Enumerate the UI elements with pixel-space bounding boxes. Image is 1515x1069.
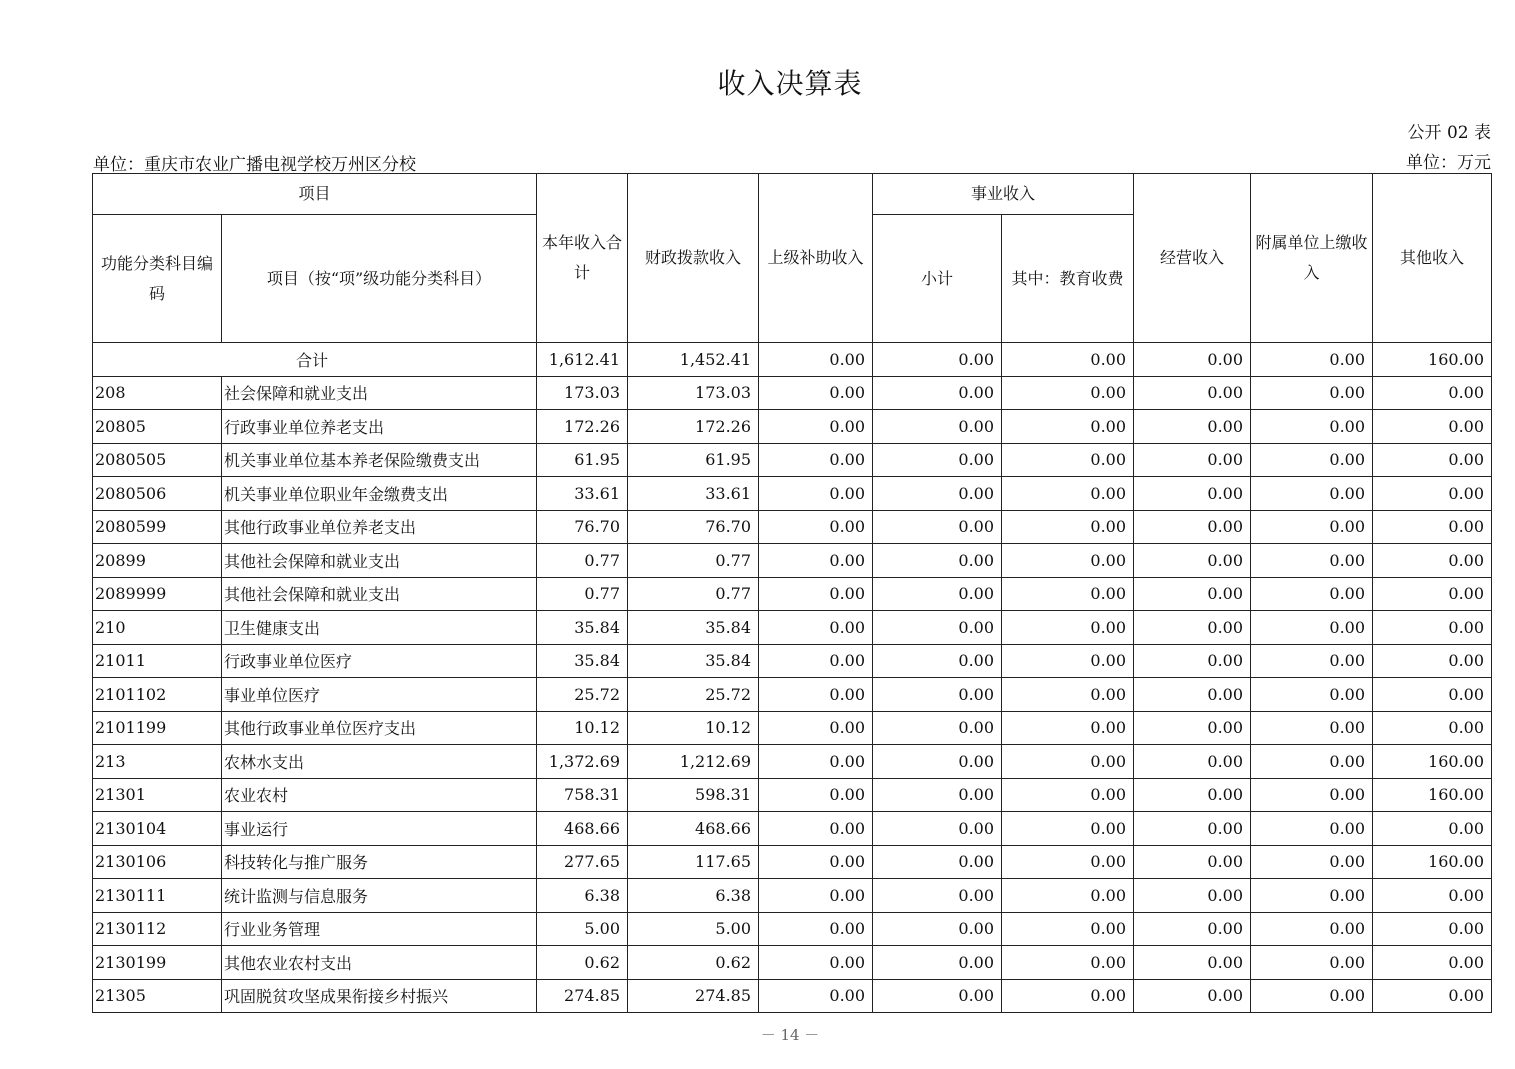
cell-value: 0.00 bbox=[1134, 443, 1251, 477]
cell-value: 0.00 bbox=[759, 510, 873, 544]
cell-value: 0.00 bbox=[1251, 477, 1373, 511]
cell-value: 0.00 bbox=[1134, 879, 1251, 913]
table-row bbox=[93, 611, 1492, 645]
cell-value: 0.00 bbox=[1134, 812, 1251, 846]
cell-value: 0.00 bbox=[1373, 812, 1492, 846]
cell-value: 0.00 bbox=[759, 544, 873, 578]
cell-name: 农林水支出 bbox=[222, 745, 537, 779]
cell-value: 0.00 bbox=[1134, 946, 1251, 980]
cell-value: 0.00 bbox=[759, 812, 873, 846]
cell-code: 21305 bbox=[93, 979, 222, 1013]
header-superior: 上级补助收入 bbox=[759, 174, 873, 343]
cell-value: 0.00 bbox=[1251, 343, 1373, 377]
cell-code: 2080599 bbox=[93, 510, 222, 544]
cell-value: 10.12 bbox=[628, 711, 759, 745]
cell-value: 0.00 bbox=[759, 644, 873, 678]
cell-name: 卫生健康支出 bbox=[222, 611, 537, 645]
cell-name: 其他社会保障和就业支出 bbox=[222, 544, 537, 578]
cell-value: 1,612.41 bbox=[537, 343, 628, 377]
cell-value: 0.62 bbox=[628, 946, 759, 980]
cell-value: 173.03 bbox=[537, 376, 628, 410]
cell-name: 事业单位医疗 bbox=[222, 678, 537, 712]
cell-code: 210 bbox=[93, 611, 222, 645]
cell-value: 0.00 bbox=[1251, 644, 1373, 678]
cell-code: 2089999 bbox=[93, 577, 222, 611]
cell-value: 0.00 bbox=[1002, 979, 1134, 1013]
cell-value: 61.95 bbox=[537, 443, 628, 477]
cell-value: 0.00 bbox=[1002, 946, 1134, 980]
cell-value: 0.00 bbox=[759, 745, 873, 779]
cell-value: 0.00 bbox=[759, 879, 873, 913]
cell-value: 0.00 bbox=[873, 410, 1002, 444]
table-row bbox=[93, 745, 1492, 779]
cell-value: 0.77 bbox=[537, 544, 628, 578]
cell-name: 其他行政事业单位养老支出 bbox=[222, 510, 537, 544]
cell-value: 33.61 bbox=[537, 477, 628, 511]
cell-value: 0.00 bbox=[1373, 477, 1492, 511]
cell-value: 0.00 bbox=[873, 912, 1002, 946]
table-body bbox=[93, 343, 1492, 1013]
cell-value: 0.00 bbox=[873, 644, 1002, 678]
cell-value: 274.85 bbox=[628, 979, 759, 1013]
cell-value: 0.00 bbox=[1002, 644, 1134, 678]
cell-value: 0.00 bbox=[873, 812, 1002, 846]
cell-value: 0.00 bbox=[1134, 778, 1251, 812]
cell-value: 173.03 bbox=[628, 376, 759, 410]
cell-value: 0.00 bbox=[1134, 678, 1251, 712]
cell-value: 0.00 bbox=[1002, 410, 1134, 444]
cell-value: 0.00 bbox=[1134, 477, 1251, 511]
cell-value: 0.00 bbox=[1251, 443, 1373, 477]
cell-value: 160.00 bbox=[1373, 845, 1492, 879]
cell-value: 0.00 bbox=[1002, 912, 1134, 946]
cell-value: 0.00 bbox=[873, 611, 1002, 645]
cell-value: 172.26 bbox=[537, 410, 628, 444]
cell-name: 行业业务管理 bbox=[222, 912, 537, 946]
cell-value: 277.65 bbox=[537, 845, 628, 879]
page-number: － 14 － bbox=[760, 1026, 820, 1044]
cell-value: 0.00 bbox=[873, 443, 1002, 477]
cell-value: 0.00 bbox=[1134, 376, 1251, 410]
cell-value: 0.00 bbox=[1134, 544, 1251, 578]
table-row bbox=[93, 845, 1492, 879]
cell-value: 5.00 bbox=[537, 912, 628, 946]
cell-code: 21301 bbox=[93, 778, 222, 812]
cell-value: 598.31 bbox=[628, 778, 759, 812]
cell-value: 0.00 bbox=[873, 510, 1002, 544]
cell-value: 0.00 bbox=[1373, 979, 1492, 1013]
cell-value: 0.00 bbox=[873, 544, 1002, 578]
cell-value: 0.00 bbox=[1373, 678, 1492, 712]
cell-value: 0.00 bbox=[873, 845, 1002, 879]
cell-value: 0.00 bbox=[1373, 644, 1492, 678]
cell-value: 0.00 bbox=[873, 577, 1002, 611]
cell-value: 0.00 bbox=[1002, 845, 1134, 879]
cell-code: 20899 bbox=[93, 544, 222, 578]
cell-code: 21011 bbox=[93, 644, 222, 678]
cell-value: 0.00 bbox=[1251, 577, 1373, 611]
cell-value: 35.84 bbox=[537, 611, 628, 645]
cell-value: 0.00 bbox=[1373, 946, 1492, 980]
cell-code: 2130199 bbox=[93, 946, 222, 980]
table-row bbox=[93, 879, 1492, 913]
header-affiliated: 附属单位上缴收入 bbox=[1251, 174, 1373, 343]
cell-value: 35.84 bbox=[537, 644, 628, 678]
cell-value: 0.00 bbox=[1002, 477, 1134, 511]
cell-value: 0.00 bbox=[1134, 644, 1251, 678]
cell-value: 160.00 bbox=[1373, 778, 1492, 812]
table-row bbox=[93, 778, 1492, 812]
cell-value: 117.65 bbox=[628, 845, 759, 879]
cell-name: 机关事业单位基本养老保险缴费支出 bbox=[222, 443, 537, 477]
cell-value: 6.38 bbox=[628, 879, 759, 913]
cell-value: 0.00 bbox=[1134, 979, 1251, 1013]
cell-value: 0.00 bbox=[1251, 879, 1373, 913]
cell-value: 0.00 bbox=[1134, 845, 1251, 879]
cell-value: 0.00 bbox=[873, 946, 1002, 980]
header-code: 功能分类科目编码 bbox=[93, 215, 222, 343]
cell-value: 468.66 bbox=[537, 812, 628, 846]
cell-value: 0.00 bbox=[1134, 611, 1251, 645]
cell-value: 0.00 bbox=[759, 410, 873, 444]
cell-value: 0.00 bbox=[1002, 510, 1134, 544]
cell-value: 33.61 bbox=[628, 477, 759, 511]
cell-value: 0.00 bbox=[873, 711, 1002, 745]
cell-name: 巩固脱贫攻坚成果衔接乡村振兴 bbox=[222, 979, 537, 1013]
cell-value: 0.00 bbox=[1134, 711, 1251, 745]
cell-value: 1,452.41 bbox=[628, 343, 759, 377]
header-fiscal: 财政拨款收入 bbox=[628, 174, 759, 343]
cell-value: 0.00 bbox=[1002, 745, 1134, 779]
cell-value: 0.00 bbox=[1251, 711, 1373, 745]
document-title: 收入决算表 bbox=[717, 67, 863, 100]
cell-value: 0.00 bbox=[873, 376, 1002, 410]
cell-value: 0.00 bbox=[873, 979, 1002, 1013]
cell-value: 0.00 bbox=[759, 376, 873, 410]
cell-value: 0.00 bbox=[1251, 376, 1373, 410]
cell-name: 统计监测与信息服务 bbox=[222, 879, 537, 913]
cell-name: 其他社会保障和就业支出 bbox=[222, 577, 537, 611]
cell-value: 61.95 bbox=[628, 443, 759, 477]
cell-value: 0.00 bbox=[759, 946, 873, 980]
cell-value: 0.00 bbox=[873, 879, 1002, 913]
cell-value: 0.00 bbox=[1002, 544, 1134, 578]
table-row bbox=[93, 979, 1492, 1013]
cell-value: 0.00 bbox=[759, 711, 873, 745]
cell-value: 160.00 bbox=[1373, 343, 1492, 377]
cell-value: 0.00 bbox=[1251, 678, 1373, 712]
cell-name: 科技转化与推广服务 bbox=[222, 845, 537, 879]
header-name: 项目（按“项”级功能分类科目） bbox=[222, 215, 537, 343]
cell-value: 0.00 bbox=[1373, 544, 1492, 578]
cell-code: 2130104 bbox=[93, 812, 222, 846]
table-row bbox=[93, 644, 1492, 678]
cell-value: 0.00 bbox=[1251, 745, 1373, 779]
cell-value: 6.38 bbox=[537, 879, 628, 913]
cell-value: 0.00 bbox=[1251, 778, 1373, 812]
cell-code: 2130112 bbox=[93, 912, 222, 946]
cell-value: 0.00 bbox=[1251, 544, 1373, 578]
header-project: 项目 bbox=[93, 174, 537, 215]
cell-name: 社会保障和就业支出 bbox=[222, 376, 537, 410]
cell-name: 行政事业单位医疗 bbox=[222, 644, 537, 678]
cell-value: 172.26 bbox=[628, 410, 759, 444]
cell-value: 274.85 bbox=[537, 979, 628, 1013]
total-label: 合计 bbox=[93, 343, 537, 377]
table-row bbox=[93, 376, 1492, 410]
cell-value: 0.00 bbox=[1251, 410, 1373, 444]
table-row bbox=[93, 410, 1492, 444]
cell-code: 213 bbox=[93, 745, 222, 779]
cell-value: 10.12 bbox=[537, 711, 628, 745]
cell-value: 1,212.69 bbox=[628, 745, 759, 779]
cell-value: 0.00 bbox=[1251, 912, 1373, 946]
cell-value: 35.84 bbox=[628, 611, 759, 645]
cell-code: 2130106 bbox=[93, 845, 222, 879]
cell-value: 0.00 bbox=[1373, 510, 1492, 544]
cell-code: 2101199 bbox=[93, 711, 222, 745]
cell-code: 2101102 bbox=[93, 678, 222, 712]
cell-value: 0.00 bbox=[759, 912, 873, 946]
cell-name: 农业农村 bbox=[222, 778, 537, 812]
cell-value: 76.70 bbox=[628, 510, 759, 544]
table-row bbox=[93, 812, 1492, 846]
table-header bbox=[93, 174, 1492, 343]
cell-value: 0.77 bbox=[628, 577, 759, 611]
table-row bbox=[93, 443, 1492, 477]
cell-code: 2080505 bbox=[93, 443, 222, 477]
cell-value: 0.00 bbox=[873, 343, 1002, 377]
cell-value: 0.00 bbox=[1002, 711, 1134, 745]
cell-code: 2080506 bbox=[93, 477, 222, 511]
cell-value: 0.77 bbox=[537, 577, 628, 611]
cell-name: 行政事业单位养老支出 bbox=[222, 410, 537, 444]
cell-value: 0.00 bbox=[1251, 510, 1373, 544]
cell-value: 1,372.69 bbox=[537, 745, 628, 779]
header-operating: 经营收入 bbox=[1134, 174, 1251, 343]
cell-value: 0.00 bbox=[1002, 443, 1134, 477]
cell-value: 0.00 bbox=[1373, 711, 1492, 745]
cell-value: 0.00 bbox=[1002, 343, 1134, 377]
cell-value: 0.00 bbox=[1373, 410, 1492, 444]
cell-value: 0.00 bbox=[759, 979, 873, 1013]
cell-value: 0.00 bbox=[1373, 879, 1492, 913]
header-total: 本年收入合计 bbox=[537, 174, 628, 343]
cell-code: 2130111 bbox=[93, 879, 222, 913]
cell-value: 35.84 bbox=[628, 644, 759, 678]
cell-value: 0.00 bbox=[1134, 410, 1251, 444]
table-row bbox=[93, 678, 1492, 712]
cell-value: 76.70 bbox=[537, 510, 628, 544]
table-row bbox=[93, 946, 1492, 980]
cell-value: 0.00 bbox=[759, 678, 873, 712]
unit-name: 单位：重庆市农业广播电视学校万州区分校 bbox=[93, 155, 416, 175]
cell-value: 0.00 bbox=[873, 778, 1002, 812]
cell-value: 0.00 bbox=[873, 745, 1002, 779]
cell-name: 其他农业农村支出 bbox=[222, 946, 537, 980]
cell-value: 0.00 bbox=[1373, 912, 1492, 946]
table-row bbox=[93, 477, 1492, 511]
cell-value: 0.00 bbox=[1002, 812, 1134, 846]
cell-value: 0.00 bbox=[1134, 577, 1251, 611]
cell-value: 25.72 bbox=[628, 678, 759, 712]
table-row bbox=[93, 577, 1492, 611]
cell-value: 0.00 bbox=[759, 778, 873, 812]
cell-value: 0.00 bbox=[759, 845, 873, 879]
cell-value: 0.00 bbox=[759, 443, 873, 477]
cell-value: 0.00 bbox=[1002, 577, 1134, 611]
table-row bbox=[93, 912, 1492, 946]
total-row bbox=[93, 343, 1492, 377]
cell-value: 0.00 bbox=[1134, 510, 1251, 544]
cell-value: 0.77 bbox=[628, 544, 759, 578]
cell-value: 0.00 bbox=[1251, 979, 1373, 1013]
cell-value: 0.00 bbox=[1373, 443, 1492, 477]
cell-value: 0.00 bbox=[1251, 611, 1373, 645]
cell-value: 0.00 bbox=[759, 577, 873, 611]
cell-value: 0.00 bbox=[759, 343, 873, 377]
header-education: 其中：教育收费 bbox=[1002, 215, 1134, 343]
cell-value: 0.00 bbox=[1251, 812, 1373, 846]
cell-name: 事业运行 bbox=[222, 812, 537, 846]
cell-value: 0.00 bbox=[1373, 577, 1492, 611]
cell-value: 0.00 bbox=[1002, 678, 1134, 712]
form-number: 公开 02 表 bbox=[1407, 123, 1491, 143]
cell-value: 758.31 bbox=[537, 778, 628, 812]
header-business-income: 事业收入 bbox=[873, 174, 1134, 215]
cell-name: 其他行政事业单位医疗支出 bbox=[222, 711, 537, 745]
cell-value: 0.00 bbox=[1134, 343, 1251, 377]
income-table bbox=[92, 173, 1492, 1013]
table-row bbox=[93, 544, 1492, 578]
cell-value: 0.00 bbox=[1002, 879, 1134, 913]
cell-value: 0.00 bbox=[1373, 611, 1492, 645]
cell-value: 25.72 bbox=[537, 678, 628, 712]
cell-value: 160.00 bbox=[1373, 745, 1492, 779]
header-subtotal: 小计 bbox=[873, 215, 1002, 343]
cell-value: 0.00 bbox=[1002, 611, 1134, 645]
table-row bbox=[93, 711, 1492, 745]
header-other: 其他收入 bbox=[1373, 174, 1492, 343]
cell-value: 468.66 bbox=[628, 812, 759, 846]
cell-value: 0.00 bbox=[1251, 845, 1373, 879]
currency-unit: 单位：万元 bbox=[1406, 153, 1491, 173]
cell-value: 0.00 bbox=[873, 678, 1002, 712]
cell-value: 0.00 bbox=[1134, 912, 1251, 946]
cell-name: 机关事业单位职业年金缴费支出 bbox=[222, 477, 537, 511]
cell-value: 0.00 bbox=[1373, 376, 1492, 410]
cell-value: 5.00 bbox=[628, 912, 759, 946]
cell-value: 0.00 bbox=[1002, 376, 1134, 410]
table-row bbox=[93, 510, 1492, 544]
cell-value: 0.00 bbox=[1134, 745, 1251, 779]
cell-code: 208 bbox=[93, 376, 222, 410]
cell-value: 0.00 bbox=[759, 477, 873, 511]
cell-value: 0.62 bbox=[537, 946, 628, 980]
cell-code: 20805 bbox=[93, 410, 222, 444]
cell-value: 0.00 bbox=[1002, 778, 1134, 812]
cell-value: 0.00 bbox=[1251, 946, 1373, 980]
cell-value: 0.00 bbox=[873, 477, 1002, 511]
cell-value: 0.00 bbox=[759, 611, 873, 645]
